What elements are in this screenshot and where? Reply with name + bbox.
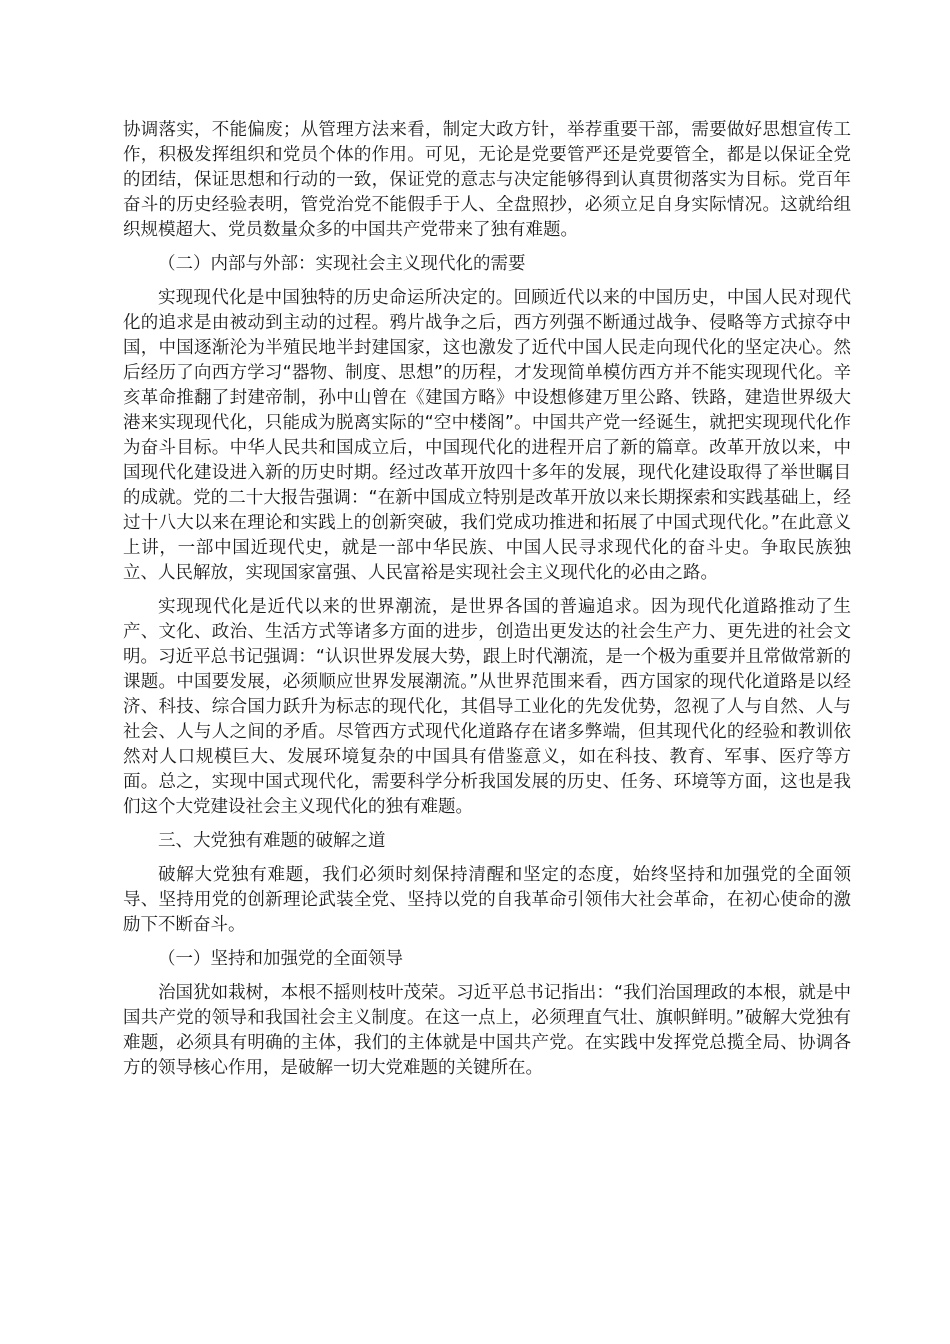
document-page	[123, 118, 851, 1090]
paragraph-party-leadership: 治国犹如栽树，本根不摇则枝叶茂荣。习近平总书记指出：“我们治国理政的本根，就是中国共产党的领导和我国社会主义制度。在这一点上，必须理直气壮、旗帜鲜明。”破解大党独有难题，必须具有明确的主体，我们的主体就是中国共产党。在实践中发挥党总揽全局、协调各方的领导核心作用，是破解一切大党难题的关键所在。	[123, 983, 851, 1078]
section-heading-party-leadership: （一）坚持和加强党的全面领导	[158, 949, 403, 969]
section-heading-solutions: 三、大党独有难题的破解之道	[158, 831, 386, 851]
paragraph-solutions-intro: 破解大党独有难题，我们必须时刻保持清醒和坚定的态度，始终坚持和加强党的全面领导、坚持用党的创新理论武装全党、坚持以党的自我革命引领伟大社会革命，在初心使命的激励下不断奋斗。	[123, 865, 851, 935]
paragraph-modernization-history: 实现现代化是中国独特的历史命运所决定的。回顾近代以来的中国历史，中国人民对现代化的追求是由被动到主动的过程。鸦片战争之后，西方列强不断通过战争、侵略等方式掠夺中国，中国逐渐沦为半殖民地半封建国家，这也激发了近代中国人民走向现代化的坚定决心。然后经历了向西方学习“器物、制度、思想”的历程，才发现简单模仿西方并不能实现现代化。辛亥革命推翻了封建帝制，孙中山曾在《建国方略》中设想修建万里公路、铁路，建造世界级大港来实现现代化，只能成为脱离实际的“空中楼阁”。中国共产党一经诞生，就把实现现代化作为奋斗目标。中华人民共和国成立后，中国现代化的进程开启了新的篇章。改革开放以来，中国现代化建设进入新的历史时期。经过改革开放四十多年的发展，现代化建设取得了举世瞩目的成就。党的二十大报告强调：“在新中国成立特别是改革开放以来长期探索和实践基础上，经过十八大以来在理论和实践上的创新突破，我们党成功推进和拓展了中国式现代化。”在此意义上讲，一部中国近现代史，就是一部中华民族、中国人民寻求现代化的奋斗史。争取民族独立、人民解放，实现国家富强、人民富裕是实现社会主义现代化的必由之路。	[123, 288, 851, 583]
paragraph-continuation: 协调落实，不能偏废；从管理方法来看，制定大政方针，举荐重要干部，需要做好思想宣传工作，积极发挥组织和党员个体的作用。可见，无论是党要管严还是党要管全，都是以保证全党的团结，保证思想和行动的一致，保证党的意志与决定能够得到认真贯彻落实为目标。党百年奋斗的历史经验表明，管党治党不能假手于人、全盘照抄，必须立足自身实际情况。这就给组织规模超大、党员数量众多的中国共产党带来了独有难题。	[123, 120, 851, 240]
paragraph-modernization-world-trend: 实现现代化是近代以来的世界潮流，是世界各国的普遍追求。因为现代化道路推动了生产、文化、政治、生活方式等诸多方面的进步，创造出更发达的社会生产力、更先进的社会文明。习近平总书记强调：“认识世界发展大势，跟上时代潮流，是一个极为重要并且常做常新的课题。中国要发展，必须顺应世界发展潮流。”从世界范围来看，西方国家的现代化道路是以经济、科技、综合国力跃升为标志的现代化，其倡导工业化的先发优势，忽视了人与自然、人与社会、人与人之间的矛盾。尽管西方式现代化道路存在诸多弊端，但其现代化的经验和教训依然对人口规模巨大、发展环境复杂的中国具有借鉴意义，如在科技、教育、军事、医疗等方面。总之，实现中国式现代化，需要科学分析我国发展的历史、任务、环境等方面，这也是我们这个大党建设社会主义现代化的独有难题。	[123, 597, 851, 817]
section-heading-internal-external: （二）内部与外部：实现社会主义现代化的需要	[158, 254, 526, 274]
